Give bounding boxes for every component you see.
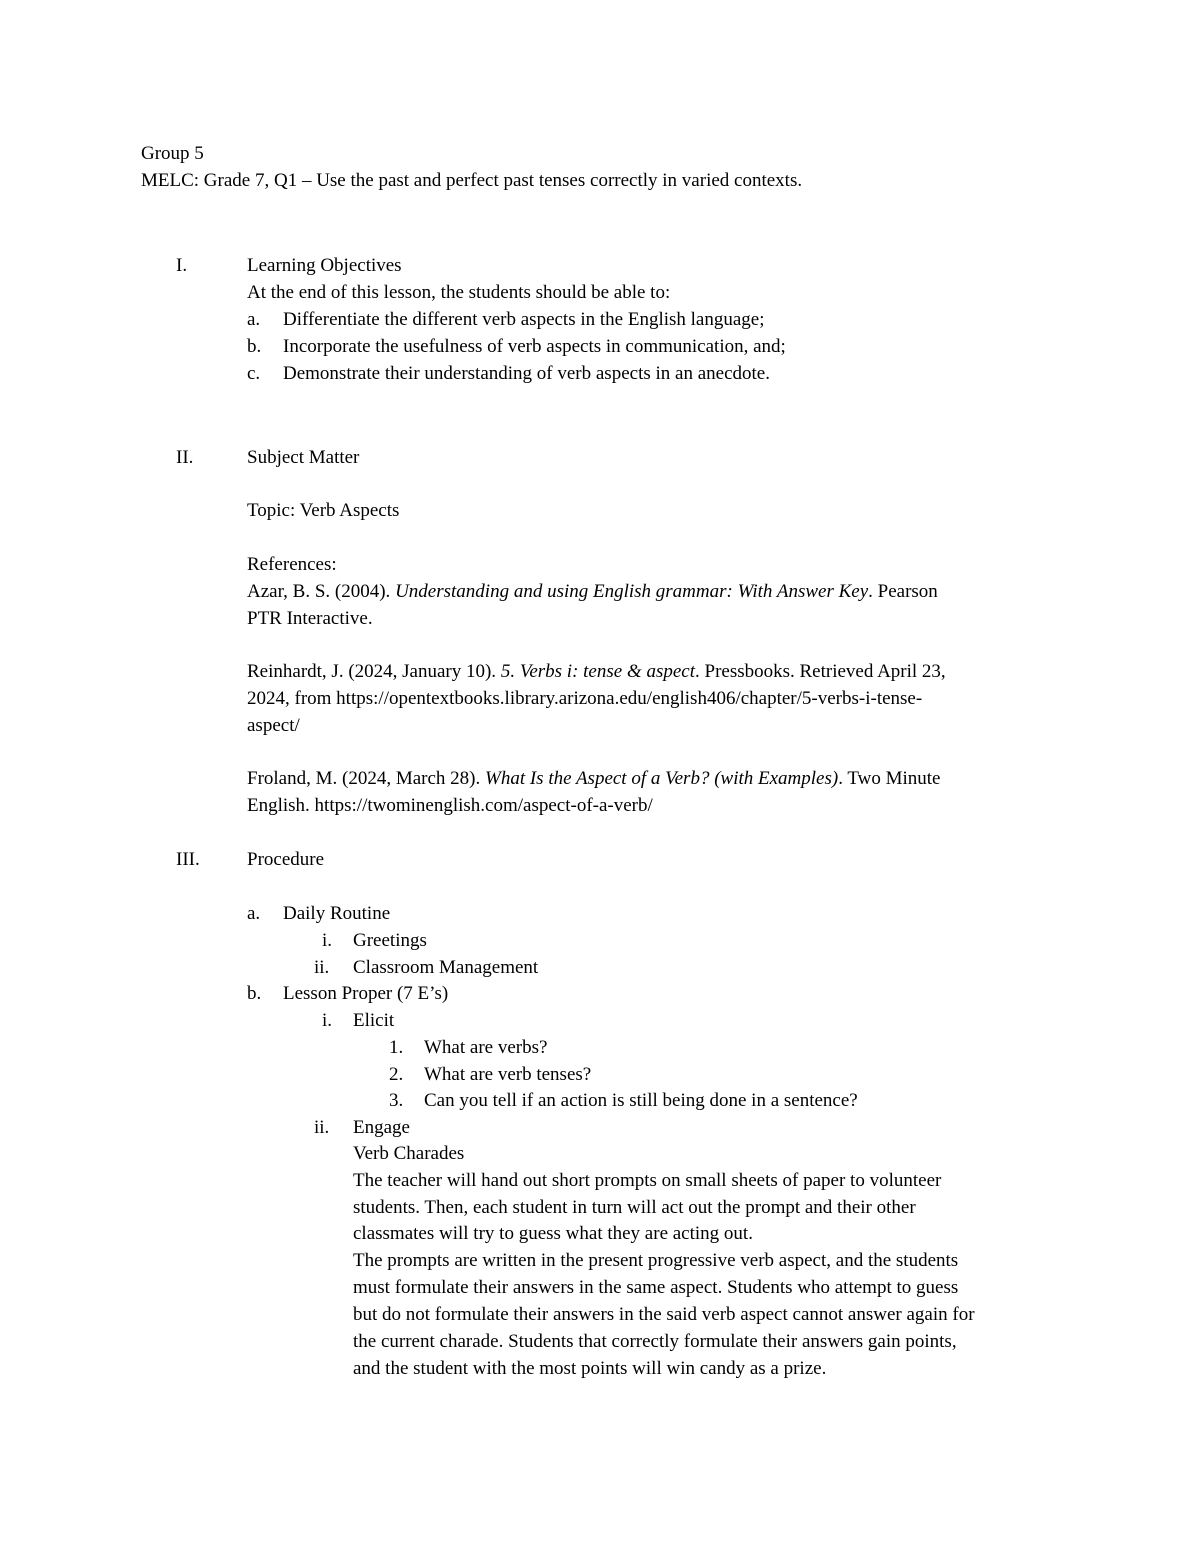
elicit-question: Can you tell if an action is still being done in a sentence? (424, 1090, 858, 1111)
daily-routine-label: Daily Routine (283, 903, 391, 924)
reference-2-line-1: Reinhardt, J. (2024, January 10). 5. Verbs i: tense & aspect. Pressbooks. Retrieved April 23, (247, 661, 946, 682)
procedure-marker-b: b. (247, 983, 262, 1004)
engage-paragraph-line: The prompts are written in the present progressive verb aspect, and the students (353, 1250, 959, 1271)
melc-line: MELC: Grade 7, Q1 – Use the past and perfect past tenses correctly in varied contexts. (141, 170, 803, 191)
procedure-marker-a: a. (247, 903, 261, 924)
reference-2-line-2: 2024, from https://opentextbooks.library.arizona.edu/english406/chapter/5-verbs-i-tense- (247, 688, 923, 709)
objective-text: Differentiate the different verb aspects in the English language; (283, 309, 765, 330)
section-title-procedure: Procedure (247, 849, 325, 870)
section-numeral-objectives: I. (176, 255, 188, 276)
reference-2-line-3: aspect/ (247, 715, 300, 736)
section-title-subject: Subject Matter (247, 447, 360, 468)
roman-marker: ii. (314, 957, 330, 978)
lesson-proper-label: Lesson Proper (7 E’s) (283, 983, 449, 1004)
engage-paragraph-line: must formulate their answers in the same aspect. Students who attempt to guess (353, 1277, 959, 1298)
section-numeral-subject: II. (176, 447, 194, 468)
references-label: References: (247, 554, 337, 575)
objective-marker: a. (247, 309, 261, 330)
engage-label: Engage (353, 1117, 410, 1138)
daily-routine-item: Greetings (353, 930, 427, 951)
objective-marker: b. (247, 336, 262, 357)
daily-routine-item: Classroom Management (353, 957, 539, 978)
roman-marker: i. (322, 930, 333, 951)
objective-marker: c. (247, 363, 261, 384)
group-label: Group 5 (141, 143, 204, 164)
question-marker: 2. (389, 1064, 404, 1085)
reference-2-title: 5. Verbs i: tense & aspect (500, 661, 695, 682)
reference-1-title: Understanding and using English grammar: With Answer Key (395, 581, 869, 602)
topic-line: Topic: Verb Aspects (247, 500, 400, 521)
reference-1-line-1: Azar, B. S. (2004). Understanding and using English grammar: With Answer Key. Pearson (247, 581, 938, 602)
activity-title: Verb Charades (353, 1143, 465, 1164)
section-title-objectives: Learning Objectives (247, 255, 402, 276)
reference-3-line-2: English. https://twominenglish.com/aspect-of-a-verb/ (247, 795, 653, 816)
elicit-label: Elicit (353, 1010, 395, 1031)
elicit-question: What are verbs? (424, 1037, 548, 1058)
engage-paragraph-line: The teacher will hand out short prompts on small sheets of paper to volunteer (353, 1170, 942, 1191)
reference-3-title: What Is the Aspect of a Verb? (with Examples) (485, 768, 839, 789)
elicit-question: What are verb tenses? (424, 1064, 592, 1085)
objectives-intro: At the end of this lesson, the students should be able to: (247, 282, 671, 303)
reference-3-line-1: Froland, M. (2024, March 28). What Is the Aspect of a Verb? (with Examples). Two Minute (247, 768, 941, 789)
reference-1-line-2: PTR Interactive. (247, 608, 373, 629)
question-marker: 3. (389, 1090, 404, 1111)
roman-marker: i. (322, 1010, 333, 1031)
section-numeral-procedure: III. (176, 849, 200, 870)
question-marker: 1. (389, 1037, 404, 1058)
engage-paragraph-line: and the student with the most points will win candy as a prize. (353, 1358, 827, 1379)
engage-paragraph-line: but do not formulate their answers in the said verb aspect cannot answer again for (353, 1304, 975, 1325)
engage-paragraph-line: the current charade. Students that correctly formulate their answers gain points, (353, 1331, 957, 1352)
objective-text: Demonstrate their understanding of verb aspects in an anecdote. (283, 363, 770, 384)
engage-paragraph-line: students. Then, each student in turn will act out the prompt and their other (353, 1197, 916, 1218)
engage-paragraph-line: classmates will try to guess what they are acting out. (353, 1223, 753, 1244)
objective-text: Incorporate the usefulness of verb aspects in communication, and; (283, 336, 786, 357)
roman-marker: ii. (314, 1117, 330, 1138)
